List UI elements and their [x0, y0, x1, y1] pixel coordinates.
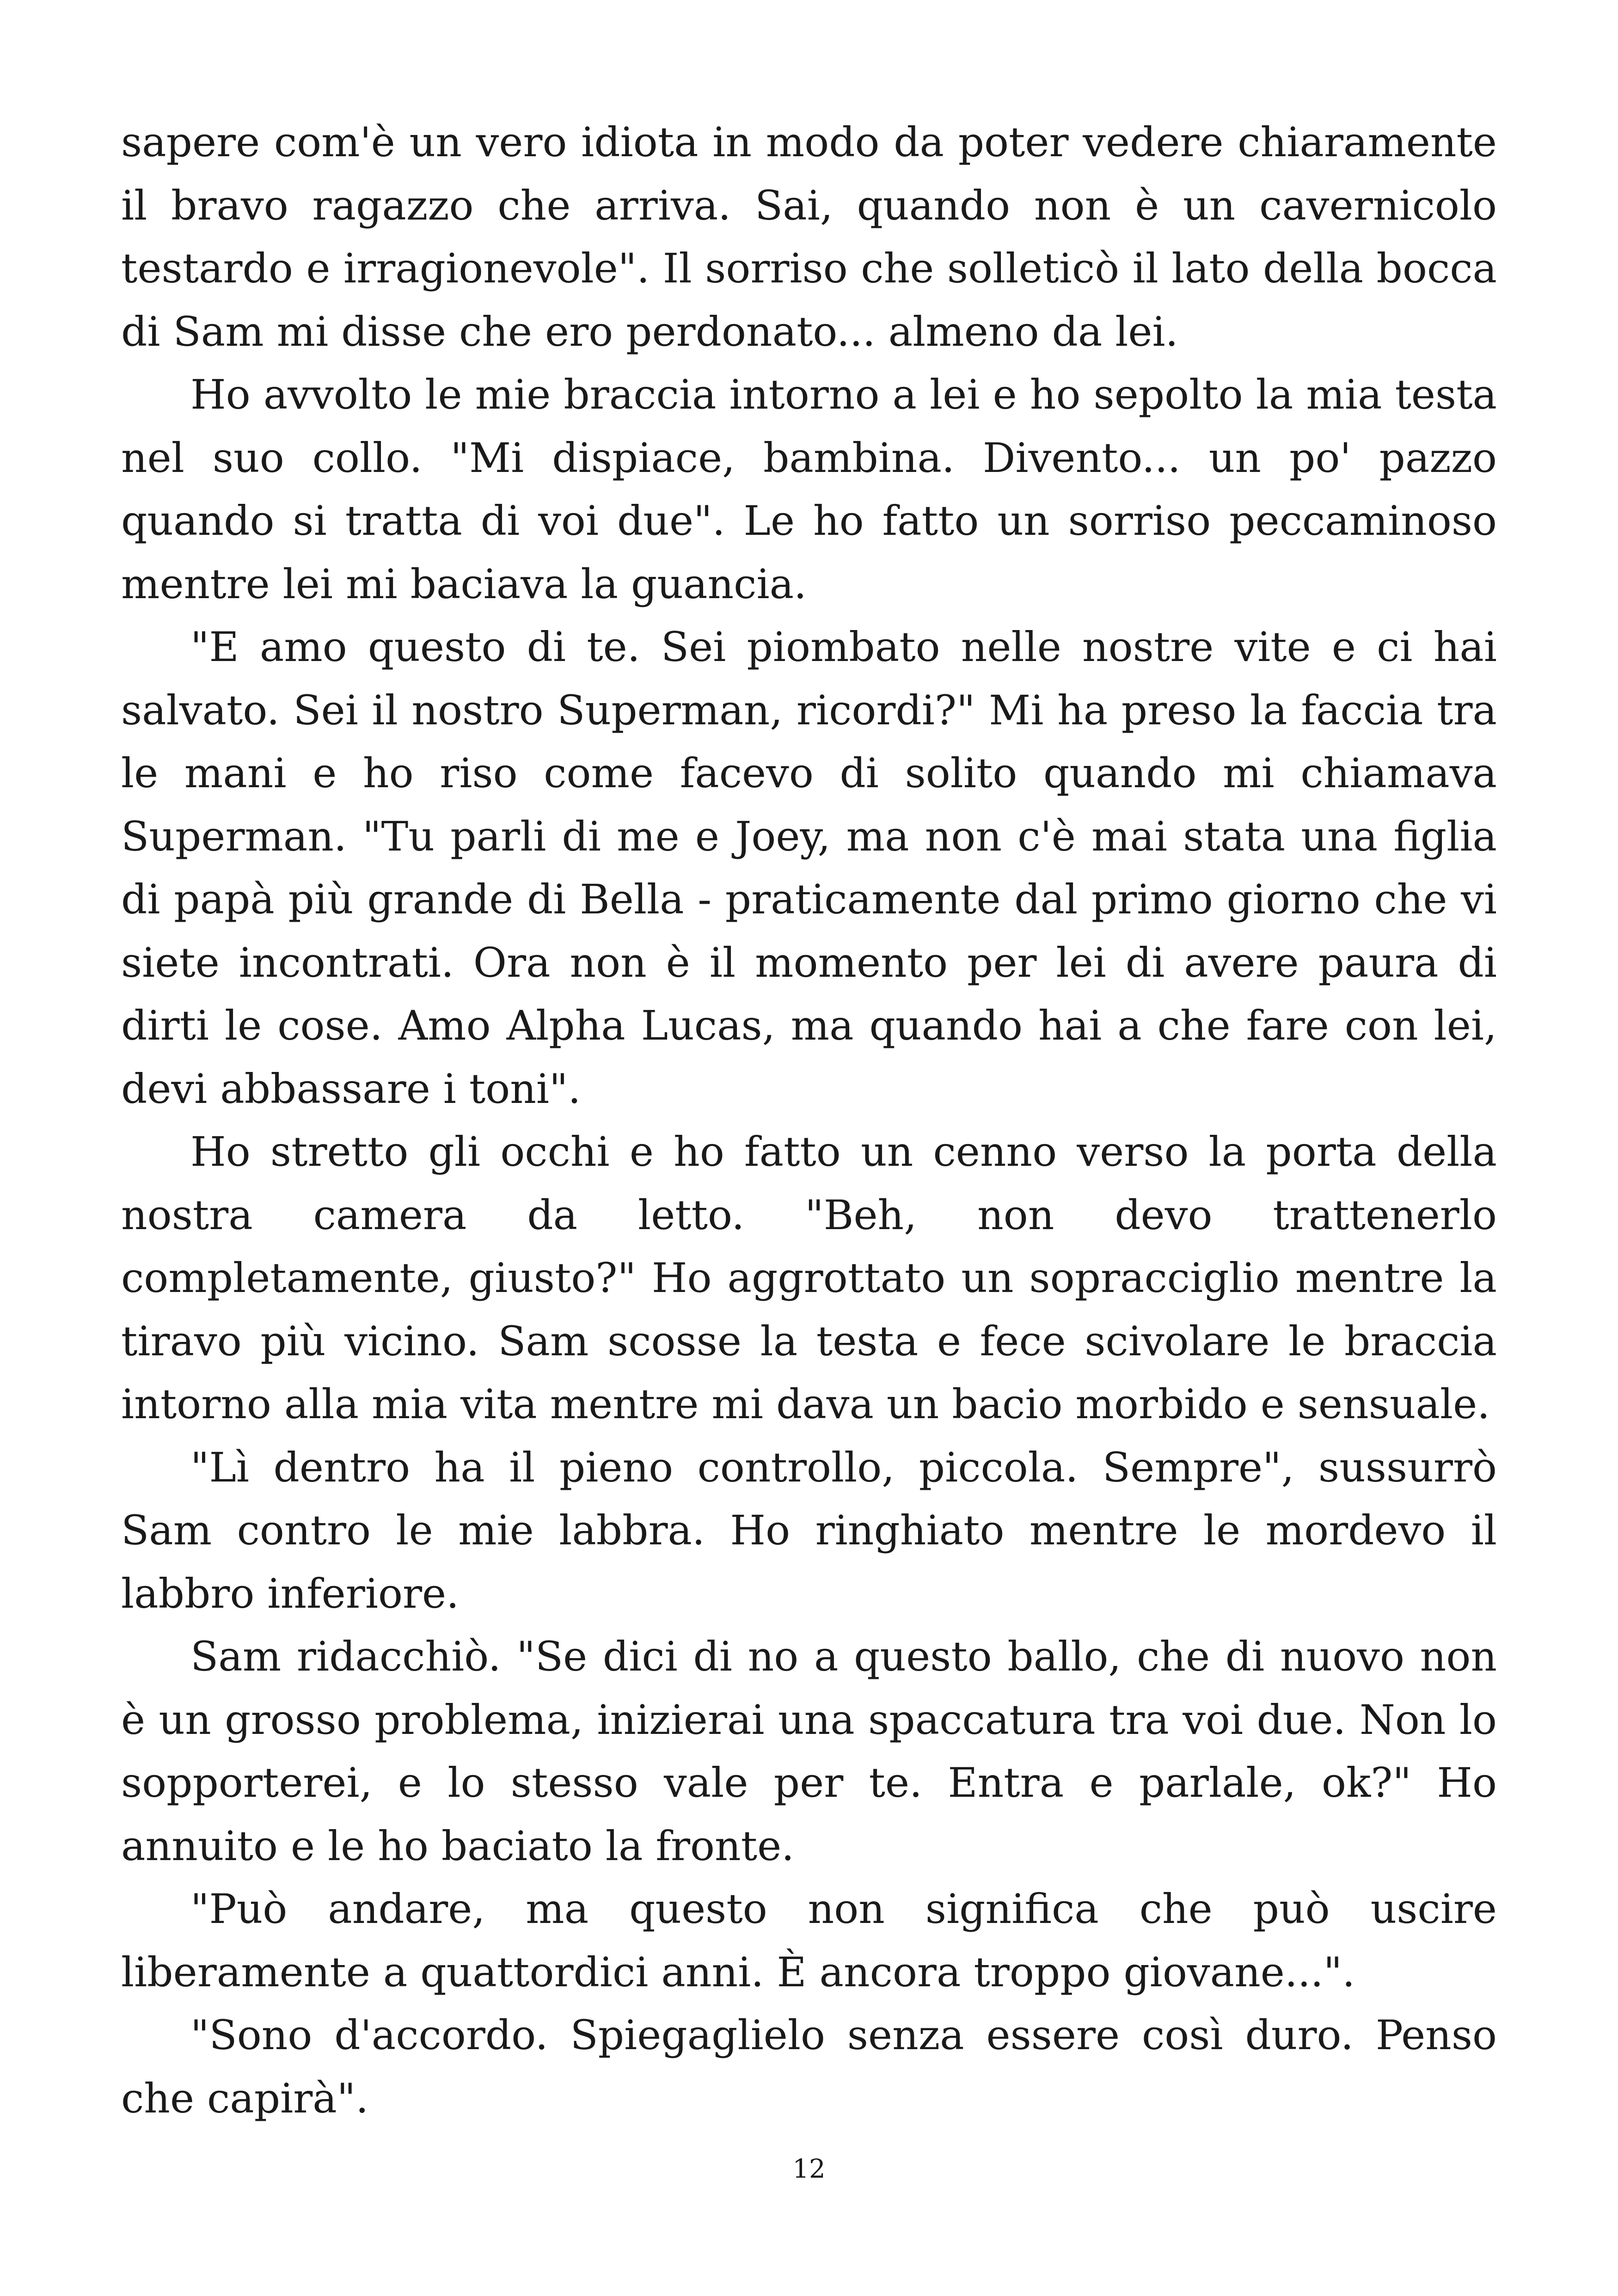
paragraph: "E amo questo di te. Sei piombato nelle nostre vite e ci hai salvato. Sei il nostro Superman, ricordi?" Mi ha preso la faccia tra le mani e ho riso come facevo di solito quando mi chiamava Superman. "Tu parli di me e Joey, ma non c'è mai stata una figlia di papà più grande di Bella - praticamente dal primo giorno che vi siete incontrati. Ora non è il momento per lei di avere paura di dirti le cose. Amo Alpha Lucas, ma quando hai a che fare con lei, devi abbassare i toni".	[121, 623, 1497, 1113]
paragraph: Sam ridacchiò. "Se dici di no a questo ballo, che di nuovo non è un grosso problema, inizierai una spaccatura tra voi due. Non lo sopporterei, e lo stesso vale per te. Entra e parlale, ok?" Ho annuito e le ho baciato la fronte.	[121, 1633, 1497, 1870]
paragraph: sapere com'è un vero idiota in modo da poter vedere chiaramente il bravo ragazzo che arriva. Sai, quando non è un cavernicolo testardo e irragionevole". Il sorriso che solleticò il lato della bocca di Sam mi disse che ero perdonato... almeno da lei.	[121, 118, 1497, 355]
body-text	[121, 111, 1497, 2130]
paragraph: "Lì dentro ha il pieno controllo, piccola. Sempre", sussurrò Sam contro le mie labbra. Ho ringhiato mentre le mordevo il labbro inferiore.	[121, 1443, 1497, 1617]
paragraph: Ho avvolto le mie braccia intorno a lei e ho sepolto la mia testa nel suo collo. "Mi dispiace, bambina. Divento... un po' pazzo quando si tratta di voi due". Le ho fatto un sorriso peccaminoso mentre lei mi baciava la guancia.	[121, 371, 1497, 608]
paragraph: "Sono d'accordo. Spiegaglielo senza essere così duro. Penso che capirà".	[121, 2011, 1497, 2122]
page-number: 12	[792, 2154, 826, 2184]
paragraph: "Può andare, ma questo non significa che può uscire liberamente a quattordici anni. È ancora troppo giovane...".	[121, 1885, 1497, 1996]
paragraph: Ho stretto gli occhi e ho fatto un cenno verso la porta della nostra camera da letto. "Beh, non devo trattenerlo completamente, giusto?" Ho aggrottato un sopracciglio mentre la tiravo più vicino. Sam scosse la testa e fece scivolare le braccia intorno alla mia vita mentre mi dava un bacio morbido e sensuale.	[121, 1128, 1497, 1428]
